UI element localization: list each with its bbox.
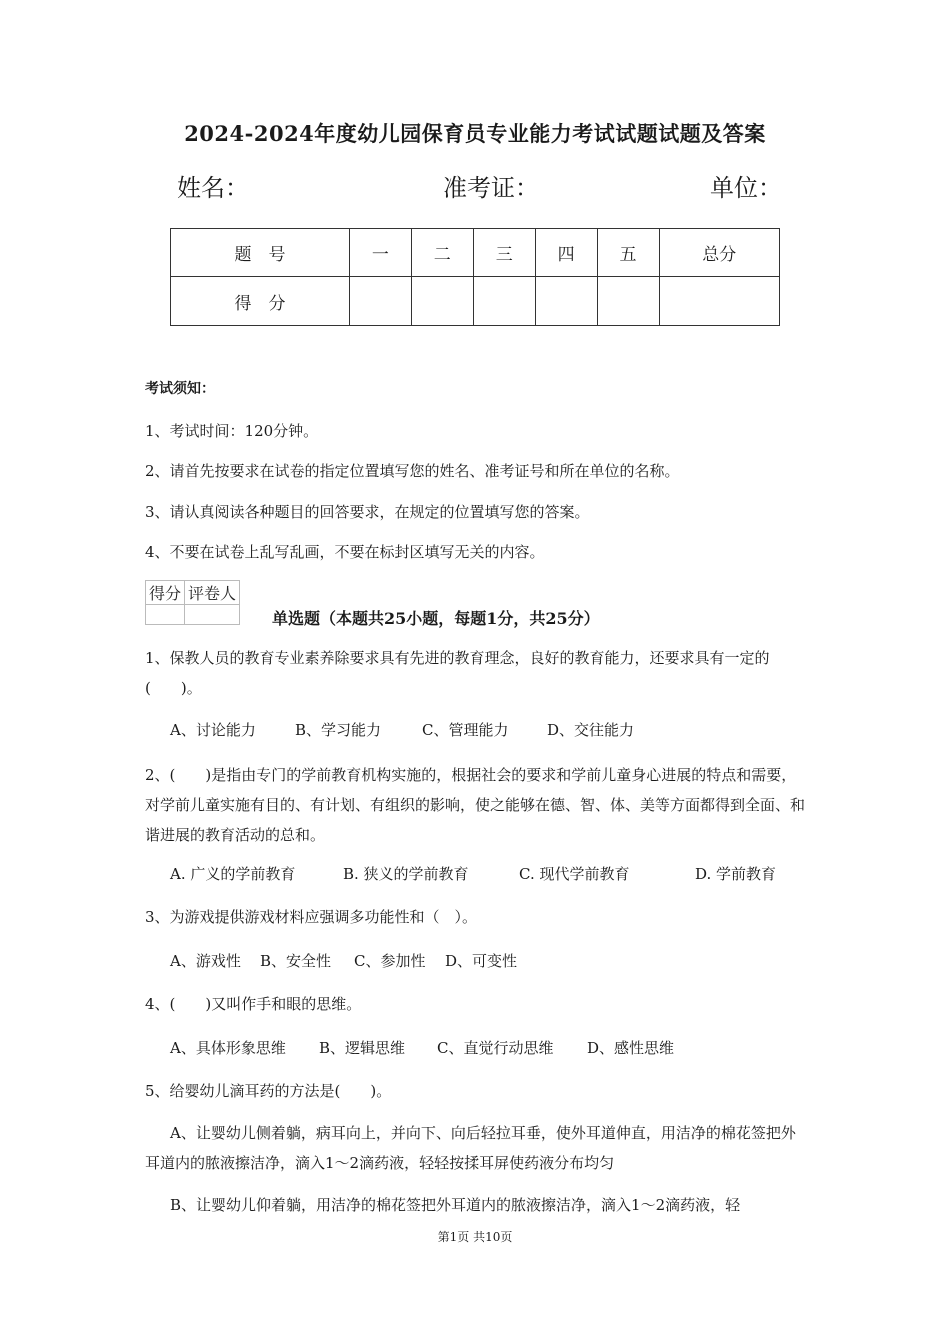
question-3-options <box>170 950 517 971</box>
note-item: 3、请认真阅读各种题目的回答要求，在规定的位置填写您的答案。 <box>145 503 590 521</box>
document-title: 2024-2024年度幼儿园保育员专业能力考试试题试题及答案 <box>184 121 766 146</box>
option: C、参加性 <box>354 952 426 970</box>
note-item: 2、请首先按要求在试卷的指定位置填写您的姓名、准考证号和所在单位的名称。 <box>145 462 680 480</box>
score-table-score-row <box>171 277 780 326</box>
score-cell <box>535 277 597 326</box>
score-table-header-cell: 四 <box>535 229 597 277</box>
notes-title: 考试须知： <box>145 381 215 397</box>
option: B、逻辑思维 <box>319 1039 406 1057</box>
option: D、感性思维 <box>587 1039 675 1057</box>
question-3-text: 3、为游戏提供游戏材料应强调多功能性和（ ）。 <box>145 908 478 926</box>
option: A、游戏性 <box>170 952 241 970</box>
score-table-header-cell: 总分 <box>659 229 779 277</box>
option: D、交往能力 <box>547 721 635 739</box>
score-table <box>170 228 780 326</box>
note-item: 4、不要在试卷上乱写乱画，不要在标封区填写无关的内容。 <box>145 543 545 561</box>
option: A、讨论能力 <box>170 721 256 739</box>
section-title: 单选题（本题共25小题，每题1分，共25分） <box>272 609 600 628</box>
score-table-header-row <box>171 229 780 277</box>
score-cell <box>597 277 659 326</box>
page-footer: 第1页 共10页 <box>437 1230 513 1244</box>
score-table-header-cell: 五 <box>597 229 659 277</box>
score-cell <box>411 277 473 326</box>
option: C. 现代学前教育 <box>519 865 630 883</box>
question-1-options <box>170 719 634 740</box>
question-5-option-a: A、让婴幼儿侧着躺，病耳向上，并向下、向后轻拉耳垂，使外耳道伸直，用洁净的棉花签把外耳道内的脓液擦洁净，滴入1～2滴药液，轻轻按揉耳屏使药液分布均匀 <box>145 1124 796 1172</box>
score-cell <box>349 277 411 326</box>
grader-name-cell <box>185 605 240 625</box>
question-2-options <box>170 863 776 884</box>
question-2-text: 2、( )是指由专门的学前教育机构实施的，根据社会的要求和学前儿童身心进展的特点和需要，对学前儿童实施有目的、有计划、有组织的影响，使之能够在德、智、体、美等方面都得到全面、和谐进展的教育活动的总和。 <box>145 766 806 844</box>
option: B、学习能力 <box>295 721 382 739</box>
name-label: 姓名： <box>177 174 249 202</box>
grader-box <box>145 580 240 625</box>
exam-id-label: 准考证： <box>443 174 539 202</box>
question-4-options <box>170 1037 674 1058</box>
option: D. 学前教育 <box>695 865 777 883</box>
question-4-text: 4、( )又叫作手和眼的思维。 <box>145 995 362 1013</box>
option: C、直觉行动思维 <box>437 1039 554 1057</box>
grader-name-label: 评卷人 <box>185 581 240 605</box>
grader-score-cell <box>146 605 185 625</box>
score-row-label: 得 分 <box>171 277 350 326</box>
score-cell <box>659 277 779 326</box>
option: B、安全性 <box>260 952 332 970</box>
option: C、管理能力 <box>422 721 509 739</box>
score-table-header-cell: 二 <box>411 229 473 277</box>
unit-label: 单位： <box>710 174 782 202</box>
note-item: 1、考试时间：120分钟。 <box>145 422 319 440</box>
score-cell <box>473 277 535 326</box>
score-table-header-cell: 一 <box>349 229 411 277</box>
grader-score-label: 得分 <box>146 581 185 605</box>
score-table-header-cell: 三 <box>473 229 535 277</box>
option: A. 广义的学前教育 <box>170 865 296 883</box>
question-1-text: 1、保教人员的教育专业素养除要求具有先进的教育理念，良好的教育能力，还要求具有一定的( )。 <box>145 649 770 697</box>
question-5-option-b: B、让婴幼儿仰着躺，用洁净的棉花签把外耳道内的脓液擦洁净，滴入1～2滴药液，轻 <box>170 1196 741 1214</box>
option: A、具体形象思维 <box>170 1039 286 1057</box>
score-table-header-cell: 题 号 <box>171 229 350 277</box>
question-5-text: 5、给婴幼儿滴耳药的方法是( )。 <box>145 1082 392 1100</box>
option: D、可变性 <box>445 952 518 970</box>
option: B. 狭义的学前教育 <box>343 865 469 883</box>
